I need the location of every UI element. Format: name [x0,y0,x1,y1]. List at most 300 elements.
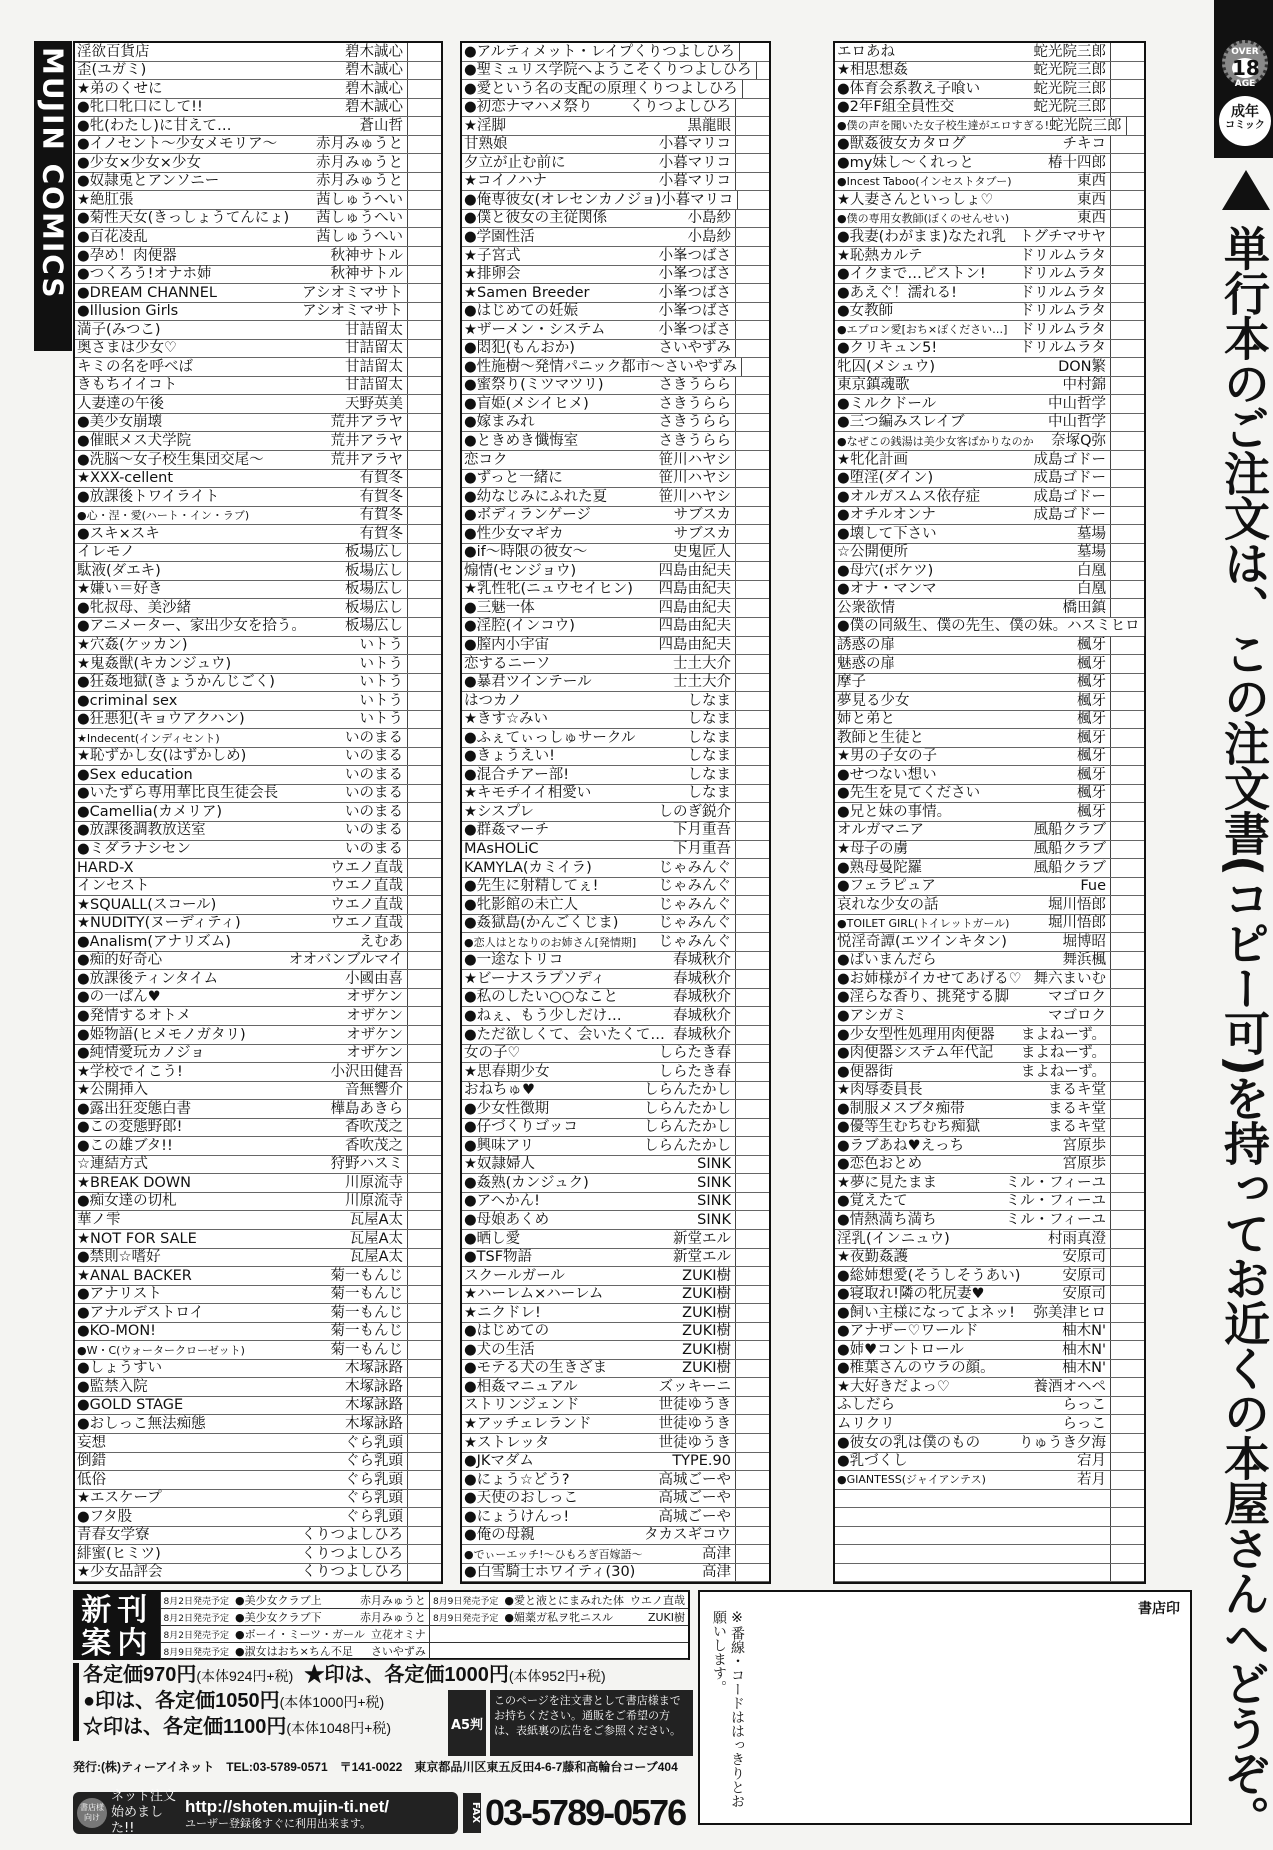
quantity-box[interactable] [1110,340,1144,358]
quantity-box[interactable] [1110,1082,1144,1100]
quantity-box[interactable] [1110,1304,1144,1322]
quantity-box[interactable] [735,99,769,117]
quantity-box[interactable] [1126,117,1160,135]
quantity-box[interactable] [1110,488,1144,506]
quantity-box[interactable] [407,1249,441,1267]
quantity-box[interactable] [735,952,769,970]
quantity-box[interactable] [407,1378,441,1396]
quantity-box[interactable] [735,1527,769,1545]
book-title: ★ビーナスラプソディ [464,970,606,987]
quantity-box[interactable] [407,618,441,636]
quantity-box[interactable] [735,1100,769,1118]
quantity-box[interactable] [735,228,769,246]
quantity-box[interactable] [735,989,769,1007]
book-author: 四島由紀夫 [658,562,731,579]
book-title: ●学園性活 [464,228,535,245]
quantity-box[interactable] [735,525,769,543]
quantity-box[interactable] [735,1378,769,1396]
quantity-box[interactable] [735,581,769,599]
quantity-box[interactable] [735,841,769,859]
quantity-box[interactable] [735,1063,769,1081]
book-author: しなま [687,692,731,709]
quantity-box[interactable] [1110,395,1144,413]
quantity-box[interactable] [407,1323,441,1341]
book-author: サブスカ [673,507,731,524]
book-title: 駄液(ダエキ) [77,562,161,579]
book-author: 宮原歩 [1062,1137,1106,1154]
quantity-box[interactable] [735,1230,769,1248]
quantity-box[interactable] [1110,562,1144,580]
quantity-box[interactable] [735,711,769,729]
quantity-box[interactable] [739,43,773,61]
quantity-box[interactable] [1110,1527,1144,1545]
quantity-box[interactable] [735,154,769,172]
quantity-box[interactable] [407,507,441,525]
book-title: ●ミダラナシセン [77,841,191,858]
quantity-box[interactable] [1110,1249,1144,1267]
quantity-box[interactable] [1110,284,1144,302]
quantity-box[interactable] [407,562,441,580]
quantity-box[interactable] [1110,525,1144,543]
quantity-box[interactable] [1110,952,1144,970]
quantity-box[interactable] [1110,729,1144,747]
quantity-box[interactable] [735,340,769,358]
quantity-box[interactable] [1110,451,1144,469]
quantity-box[interactable] [407,989,441,1007]
quantity-box[interactable] [735,878,769,896]
order-row [835,1508,1144,1527]
book-title: 恋コク [464,451,508,468]
quantity-box[interactable] [735,395,769,413]
quantity-box[interactable] [735,1026,769,1044]
order-row [462,1211,769,1230]
book-title: ●W・C(ウォータークローゼット) [77,1343,245,1357]
quantity-box[interactable] [407,284,441,302]
book-author: じゃみんぐ [658,915,731,932]
quantity-box[interactable] [735,1490,769,1508]
quantity-box[interactable] [407,1527,441,1545]
quantity-box[interactable] [735,377,769,395]
quantity-box[interactable] [407,859,441,877]
quantity-box[interactable] [1110,1397,1144,1415]
book-title: ☆公開便所 [837,544,908,561]
quantity-box[interactable] [407,62,441,80]
quantity-box[interactable] [1110,1378,1144,1396]
quantity-box[interactable] [1110,1193,1144,1211]
quantity-box[interactable] [735,822,769,840]
quantity-box[interactable] [1110,136,1144,154]
quantity-box[interactable] [735,1286,769,1304]
quantity-box[interactable] [735,803,769,821]
book-title: スクールガール [464,1267,565,1284]
quantity-box[interactable] [1110,896,1144,914]
quantity-box[interactable] [1110,1137,1144,1155]
quantity-box[interactable] [735,136,769,154]
book-author: 赤月みゅうと [316,173,403,190]
quantity-box[interactable] [1110,266,1144,284]
quantity-box[interactable] [407,377,441,395]
book-author: 有賀冬 [359,525,403,542]
quantity-box[interactable] [407,1490,441,1508]
order-row [462,1119,769,1138]
quantity-box[interactable] [735,451,769,469]
book-author: 士土大介 [673,655,731,672]
quantity-box[interactable] [407,1156,441,1174]
quantity-box[interactable] [1110,841,1144,859]
quantity-box[interactable] [735,1007,769,1025]
quantity-box[interactable] [735,414,769,432]
release-date: 8月2日発売予定 [163,1596,229,1607]
quantity-box[interactable] [1110,1434,1144,1452]
quantity-box[interactable] [1110,1286,1144,1304]
quantity-box[interactable] [1110,803,1144,821]
quantity-box[interactable] [407,952,441,970]
book-author: 堀博昭 [1062,933,1106,950]
quantity-box[interactable] [735,562,769,580]
quantity-box[interactable] [1110,599,1144,617]
quantity-box[interactable] [1110,154,1144,172]
quantity-box[interactable] [735,321,769,339]
price-star-note: (本体952円+税) [508,1668,606,1684]
quantity-box[interactable] [735,1397,769,1415]
quantity-box[interactable] [735,117,769,135]
net-order-banner[interactable] [73,1789,458,1836]
quantity-box[interactable] [407,1545,441,1563]
quantity-box[interactable] [1110,99,1144,117]
quantity-box[interactable] [1110,1174,1144,1192]
release-author: 立花オミナ [370,1628,426,1641]
quantity-box[interactable] [1110,1564,1144,1582]
quantity-box[interactable] [735,766,769,784]
quantity-box[interactable] [407,340,441,358]
book-title: ●フタ股 [77,1508,133,1525]
quantity-box[interactable] [407,43,441,61]
quantity-box[interactable] [1110,970,1144,988]
quantity-box[interactable] [407,488,441,506]
quantity-box[interactable] [407,1063,441,1081]
quantity-box[interactable] [407,1304,441,1322]
quantity-box[interactable] [1110,43,1144,61]
arrow-icon [1222,170,1270,210]
quantity-box[interactable] [407,154,441,172]
quantity-box[interactable] [735,859,769,877]
quantity-box[interactable] [1110,1026,1144,1044]
quantity-box[interactable] [735,1211,769,1229]
quantity-box[interactable] [735,1341,769,1359]
order-row [75,1193,441,1212]
quantity-box[interactable] [1110,544,1144,562]
quantity-box[interactable] [407,1007,441,1025]
quantity-box[interactable] [1110,470,1144,488]
quantity-box[interactable] [1110,1415,1144,1433]
quantity-box[interactable] [407,637,441,655]
quantity-box[interactable] [735,266,769,284]
quantity-box[interactable] [735,655,769,673]
quantity-box[interactable] [407,210,441,228]
quantity-box[interactable] [407,1082,441,1100]
quantity-box[interactable] [407,1100,441,1118]
quantity-box[interactable] [407,655,441,673]
book-title: ●少女性徴期 [464,1100,550,1117]
quantity-box[interactable] [735,284,769,302]
quantity-box[interactable] [1110,414,1144,432]
quantity-box[interactable] [735,1323,769,1341]
quantity-box[interactable] [407,1508,441,1526]
quantity-box[interactable] [735,1082,769,1100]
order-row [462,989,769,1008]
quantity-box[interactable] [735,1508,769,1526]
quantity-box[interactable] [1110,785,1144,803]
quantity-box[interactable] [735,210,769,228]
quantity-box[interactable] [735,488,769,506]
quantity-box[interactable] [407,544,441,562]
quantity-box[interactable] [407,451,441,469]
quantity-box[interactable] [407,1045,441,1063]
quantity-box[interactable] [735,1156,769,1174]
quantity-box[interactable] [735,915,769,933]
quantity-box[interactable] [407,99,441,117]
quantity-box[interactable] [407,711,441,729]
publisher-zip: 〒141-0022 [339,1760,403,1774]
quantity-box[interactable] [1110,1267,1144,1285]
quantity-box[interactable] [1110,915,1144,933]
quantity-box[interactable] [1110,321,1144,339]
quantity-box[interactable] [1110,303,1144,321]
quantity-box[interactable] [735,470,769,488]
quantity-box[interactable] [407,1174,441,1192]
quantity-box[interactable] [407,414,441,432]
quantity-box[interactable] [1110,377,1144,395]
quantity-box[interactable] [735,173,769,191]
quantity-box[interactable] [1110,1156,1144,1174]
quantity-box[interactable] [407,1286,441,1304]
book-author: 安原司 [1062,1286,1106,1303]
book-author: 小島紗 [687,210,731,227]
quantity-box[interactable] [407,432,441,450]
quantity-box[interactable] [407,1453,441,1471]
quantity-box[interactable] [735,1453,769,1471]
quantity-box[interactable] [735,1304,769,1322]
quantity-box[interactable] [1110,1230,1144,1248]
quantity-box[interactable] [1110,674,1144,692]
quantity-box[interactable] [735,637,769,655]
quantity-box[interactable] [1110,80,1144,98]
quantity-box[interactable] [735,896,769,914]
quantity-box[interactable] [1110,191,1144,209]
order-row [462,507,769,526]
quantity-box[interactable] [407,1415,441,1433]
quantity-box[interactable] [407,970,441,988]
quantity-box[interactable] [735,1193,769,1211]
quantity-box[interactable] [1110,247,1144,265]
quantity-box[interactable] [1110,1341,1144,1359]
quantity-box[interactable] [407,358,441,376]
quantity-box[interactable] [1110,637,1144,655]
quantity-box[interactable] [735,674,769,692]
quantity-box[interactable] [407,841,441,859]
quantity-box[interactable] [735,970,769,988]
quantity-box[interactable] [407,1119,441,1137]
book-author: ぐら乳頭 [345,1453,403,1470]
quantity-box[interactable] [407,470,441,488]
quantity-box[interactable] [407,1211,441,1229]
quantity-box[interactable] [407,228,441,246]
quantity-box[interactable] [1110,581,1144,599]
quantity-box[interactable] [407,933,441,951]
quantity-box[interactable] [1110,1453,1144,1471]
quantity-box[interactable] [1110,62,1144,80]
quantity-box[interactable] [1110,1323,1144,1341]
quantity-box[interactable] [735,692,769,710]
order-row [462,878,769,897]
quantity-box[interactable] [735,1564,769,1582]
quantity-box[interactable] [407,822,441,840]
quantity-box[interactable] [735,1545,769,1563]
quantity-box[interactable] [1110,228,1144,246]
quantity-box[interactable] [735,785,769,803]
order-url-link[interactable]: http://shoten.mujin-ti.net/ [185,1796,389,1816]
quantity-box[interactable] [1110,989,1144,1007]
quantity-box[interactable] [1110,432,1144,450]
quantity-box[interactable] [735,1471,769,1489]
order-row [75,803,441,822]
order-row [835,1360,1144,1379]
quantity-box[interactable] [407,599,441,617]
quantity-box[interactable] [407,303,441,321]
quantity-box[interactable] [407,117,441,135]
quantity-box[interactable] [735,507,769,525]
book-title: ●GOLD STAGE [77,1397,184,1414]
quantity-box[interactable] [407,766,441,784]
quantity-box[interactable] [1110,766,1144,784]
quantity-box[interactable] [407,1434,441,1452]
quantity-box[interactable] [1110,1508,1144,1526]
stamp-remark: ※番線・コードははっきりとお願いします。 [711,1610,745,1808]
quantity-box[interactable] [735,1174,769,1192]
quantity-box[interactable] [1110,507,1144,525]
order-row [835,1137,1144,1156]
quantity-box[interactable] [742,80,776,98]
book-author: 椿十四郎 [1048,154,1106,171]
quantity-box[interactable] [1110,822,1144,840]
quantity-box[interactable] [1144,618,1178,636]
quantity-box[interactable] [1110,1545,1144,1563]
quantity-box[interactable] [407,1137,441,1155]
quantity-box[interactable] [407,674,441,692]
quantity-box[interactable] [735,1137,769,1155]
quantity-box[interactable] [407,729,441,747]
quantity-box[interactable] [735,599,769,617]
quantity-box[interactable] [1110,655,1144,673]
quantity-box[interactable] [735,432,769,450]
book-author: 楓牙 [1077,729,1106,746]
quantity-box[interactable] [407,247,441,265]
quantity-box[interactable] [407,896,441,914]
quantity-box[interactable] [1110,859,1144,877]
quantity-box[interactable] [1110,1063,1144,1081]
quantity-box[interactable] [735,303,769,321]
quantity-box[interactable] [1110,692,1144,710]
quantity-box[interactable] [407,581,441,599]
quantity-box[interactable] [407,191,441,209]
quantity-box[interactable] [407,748,441,766]
quantity-box[interactable] [407,1471,441,1489]
quantity-box[interactable] [407,80,441,98]
quantity-box[interactable] [737,191,771,209]
quantity-box[interactable] [407,1026,441,1044]
quantity-box[interactable] [1110,711,1144,729]
quantity-box[interactable] [1110,358,1144,376]
quantity-box[interactable] [407,915,441,933]
quantity-box[interactable] [407,803,441,821]
quantity-box[interactable] [735,1267,769,1285]
quantity-box[interactable] [1110,1360,1144,1378]
quantity-box[interactable] [407,692,441,710]
quantity-box[interactable] [407,1397,441,1415]
quantity-box[interactable] [735,1434,769,1452]
quantity-box[interactable] [1110,1471,1144,1489]
quantity-box[interactable] [1110,933,1144,951]
quantity-box[interactable] [741,358,775,376]
quantity-box[interactable] [407,321,441,339]
book-author: いトう [359,655,403,672]
quantity-box[interactable] [407,1360,441,1378]
quantity-box[interactable] [735,618,769,636]
quantity-box[interactable] [756,62,790,80]
order-row [835,266,1144,285]
quantity-box[interactable] [735,1249,769,1267]
quantity-box[interactable] [735,247,769,265]
quantity-box[interactable] [735,1415,769,1433]
quantity-box[interactable] [407,136,441,154]
quantity-box[interactable] [1110,173,1144,191]
quantity-box[interactable] [407,525,441,543]
quantity-box[interactable] [407,1193,441,1211]
quantity-box[interactable] [1110,1100,1144,1118]
book-author: 春城秋介 [673,1007,731,1024]
quantity-box[interactable] [407,173,441,191]
book-title: ●あえぐ！濡れる! [837,284,957,301]
order-row [462,228,769,247]
order-row [75,692,441,711]
book-author: くりつよしひろ [633,43,735,60]
quantity-box[interactable] [735,1119,769,1137]
quantity-box[interactable] [735,748,769,766]
quantity-box[interactable] [735,933,769,951]
quantity-box[interactable] [1110,210,1144,228]
quantity-box[interactable] [1110,1007,1144,1025]
quantity-box[interactable] [1110,748,1144,766]
quantity-box[interactable] [1110,1490,1144,1508]
quantity-box[interactable] [735,1045,769,1063]
quantity-box[interactable] [1110,878,1144,896]
quantity-box[interactable] [407,785,441,803]
quantity-box[interactable] [407,1341,441,1359]
book-title: ●スキ×スキ [77,525,160,542]
quantity-box[interactable] [407,1230,441,1248]
quantity-box[interactable] [407,395,441,413]
quantity-box[interactable] [735,544,769,562]
quantity-box[interactable] [407,1267,441,1285]
quantity-box[interactable] [735,729,769,747]
quantity-box[interactable] [407,266,441,284]
quantity-box[interactable] [1110,1045,1144,1063]
quantity-box[interactable] [1110,1211,1144,1229]
quantity-box[interactable] [407,1564,441,1582]
quantity-box[interactable] [407,878,441,896]
quantity-box[interactable] [735,1360,769,1378]
quantity-box[interactable] [1110,1119,1144,1137]
